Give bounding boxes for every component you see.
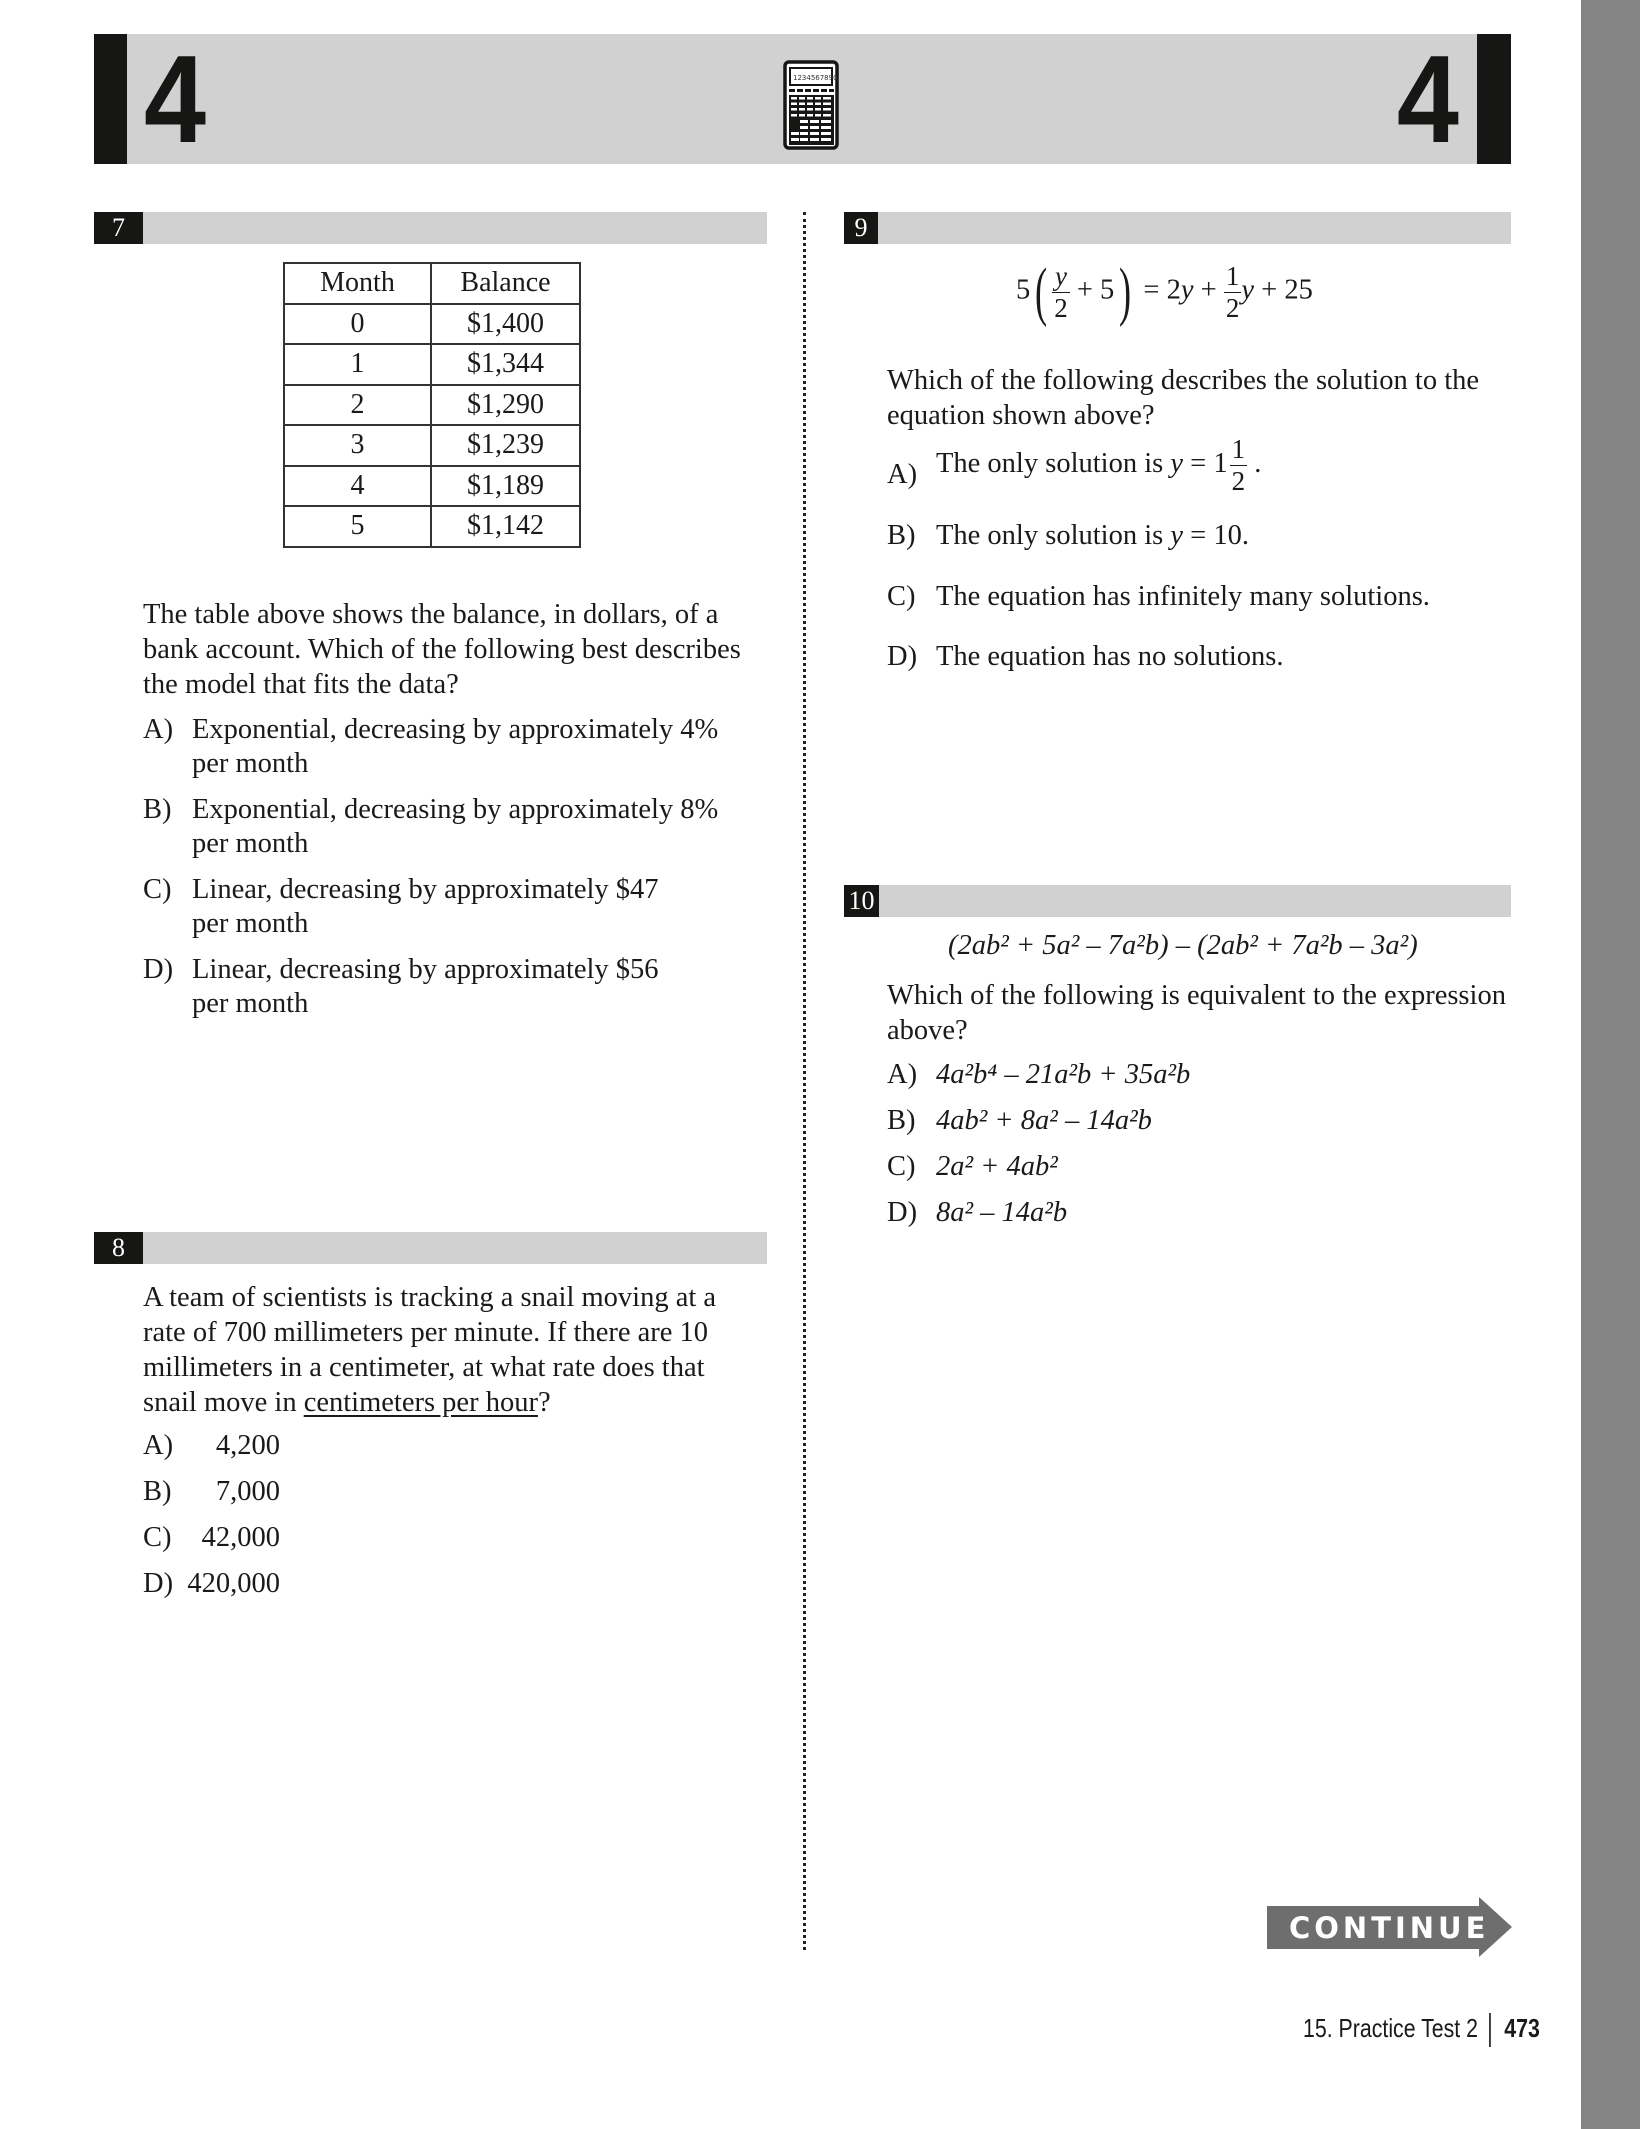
stem-line: Which of the following is equivalent to the expression bbox=[887, 980, 1506, 1011]
question-10-expression: (2ab² + 5a² – 7a²b) – (2ab² + 7a²b – 3a²) bbox=[948, 930, 1418, 961]
table-row bbox=[284, 385, 580, 426]
choice-text: Linear, decreasing by approximately $47 per month bbox=[192, 874, 659, 939]
choice-text: 4ab² + 8a² – 14a²b bbox=[936, 1105, 1152, 1136]
stem-line: millimeters in a centimeter, at what rate does that bbox=[143, 1352, 705, 1383]
emphasized-units: centimeters per hour bbox=[303, 1387, 538, 1418]
section-marker-left bbox=[94, 34, 127, 164]
stem-line: above? bbox=[887, 1015, 968, 1046]
table-row bbox=[284, 344, 580, 385]
month-cell: 5 bbox=[284, 506, 431, 547]
balance-table bbox=[283, 262, 581, 548]
calculator-icon bbox=[783, 60, 839, 150]
balance-cell: $1,400 bbox=[431, 304, 580, 345]
continue-label: CONTINUE bbox=[1289, 1911, 1490, 1945]
table-row bbox=[284, 506, 580, 547]
page-number: 473 bbox=[1504, 2013, 1540, 2043]
choice-text: The equation has infinitely many solutions. bbox=[936, 581, 1430, 612]
question-8-stem bbox=[143, 1280, 716, 1420]
choice-value: 42,000 bbox=[201, 1522, 280, 1553]
choice-letter: C) bbox=[143, 874, 172, 905]
fraction: $\frac{1}{2}$ bbox=[1225, 260, 1240, 323]
month-cell: 3 bbox=[284, 425, 431, 466]
section-number-right: 4 bbox=[1396, 31, 1459, 169]
choice-value: 4,200 bbox=[215, 1430, 280, 1461]
choice-letter: B) bbox=[887, 1105, 916, 1136]
stem-line: The table above shows the balance, in dollars, of a bbox=[143, 599, 719, 630]
question-number: 8 bbox=[94, 1232, 143, 1264]
month-cell: 0 bbox=[284, 304, 431, 345]
choice-value: 7,000 bbox=[215, 1476, 280, 1507]
choice-letter: A) bbox=[887, 459, 918, 490]
month-cell: 1 bbox=[284, 344, 431, 385]
choice-letter: B) bbox=[887, 520, 916, 551]
column-header-month: Month bbox=[284, 263, 431, 304]
choice-letter: C) bbox=[143, 1522, 172, 1553]
choice-text: Exponential, decreasing by approximately 8% per month bbox=[192, 794, 719, 859]
question-number: 9 bbox=[844, 212, 878, 244]
table-header-row bbox=[284, 263, 580, 304]
svg-text:1234567890: 1234567890 bbox=[793, 74, 838, 82]
footer-divider bbox=[1489, 2013, 1491, 2047]
stem-line: snail move in centimeters per hour? bbox=[143, 1387, 551, 1418]
choice-letter: B) bbox=[143, 794, 172, 825]
chapter-title: 15. Practice Test 2 bbox=[1303, 2013, 1479, 2043]
question-9-stem bbox=[887, 363, 1479, 433]
choice-text: 8a² – 14a²b bbox=[936, 1197, 1068, 1228]
choice-letter: A) bbox=[143, 714, 174, 745]
stem-line: Which of the following describes the solution to the bbox=[887, 365, 1480, 396]
choice-letter: B) bbox=[143, 1476, 172, 1507]
choice-text: 2a² + 4ab² bbox=[936, 1151, 1058, 1182]
month-cell: 4 bbox=[284, 466, 431, 507]
balance-cell: $1,142 bbox=[431, 506, 580, 547]
table-row bbox=[284, 466, 580, 507]
balance-cell: $1,189 bbox=[431, 466, 580, 507]
section-number-left: 4 bbox=[144, 31, 207, 169]
choice-letter: D) bbox=[143, 1568, 174, 1599]
question-number: 7 bbox=[94, 212, 143, 244]
balance-cell: $1,290 bbox=[431, 385, 580, 426]
month-cell: 2 bbox=[284, 385, 431, 426]
question-7-stem bbox=[143, 597, 741, 702]
choice-letter: A) bbox=[887, 1059, 918, 1090]
choice-letter: D) bbox=[887, 641, 918, 672]
fraction: $\frac{y}{2}$ bbox=[1054, 260, 1068, 323]
question-10-header bbox=[844, 885, 1511, 917]
question-number: 10 bbox=[844, 885, 879, 917]
stem-line: bank account. Which of the following best describes bbox=[143, 634, 741, 665]
stem-line: A team of scientists is tracking a snail moving at a bbox=[143, 1282, 717, 1313]
question-9-equation: 5( $\frac{y}{2}$ + 5) = 2y + $\frac{1}{2}$ y + 25 bbox=[1016, 255, 1313, 328]
balance-cell: $1,239 bbox=[431, 425, 580, 466]
choice-text: Exponential, decreasing by approximately 4% per month bbox=[192, 714, 719, 779]
continue-button[interactable] bbox=[1267, 1897, 1512, 1957]
stem-line: equation shown above? bbox=[887, 400, 1155, 431]
section-header bbox=[94, 31, 1511, 169]
choice-letter: C) bbox=[887, 1151, 916, 1182]
balance-cell: $1,344 bbox=[431, 344, 580, 385]
fraction: $\frac{1}{2}$ bbox=[1231, 434, 1246, 496]
section-marker-right bbox=[1477, 34, 1511, 164]
stem-line: the model that fits the data? bbox=[143, 669, 459, 700]
choice-letter: A) bbox=[143, 1430, 174, 1461]
question-7-header bbox=[94, 212, 767, 244]
choice-text: The equation has no solutions. bbox=[936, 641, 1284, 672]
choice-value: 420,000 bbox=[187, 1568, 280, 1599]
choice-letter: C) bbox=[887, 581, 916, 612]
column-divider bbox=[803, 212, 806, 1950]
question-9-header bbox=[844, 212, 1511, 244]
question-10-stem bbox=[887, 978, 1506, 1048]
choice-text: The only solution is y = 10. bbox=[936, 520, 1249, 551]
column-header-balance: Balance bbox=[431, 263, 580, 304]
choice-text: Linear, decreasing by approximately $56 per month bbox=[192, 954, 659, 1019]
table-row bbox=[284, 304, 580, 345]
choice-text: 4a²b⁴ – 21a²b + 35a²b bbox=[936, 1059, 1191, 1090]
page-edge-strip bbox=[1581, 0, 1640, 2129]
stem-line: rate of 700 millimeters per minute. If there are 10 bbox=[143, 1317, 709, 1348]
choice-letter: D) bbox=[143, 954, 174, 985]
page-footer bbox=[1303, 2008, 1540, 2048]
choice-letter: D) bbox=[887, 1197, 918, 1228]
question-8-header bbox=[94, 1232, 767, 1264]
choice-text: The only solution is y = 1 $\frac{1}{2}$ . bbox=[936, 434, 1262, 496]
table-row bbox=[284, 425, 580, 466]
